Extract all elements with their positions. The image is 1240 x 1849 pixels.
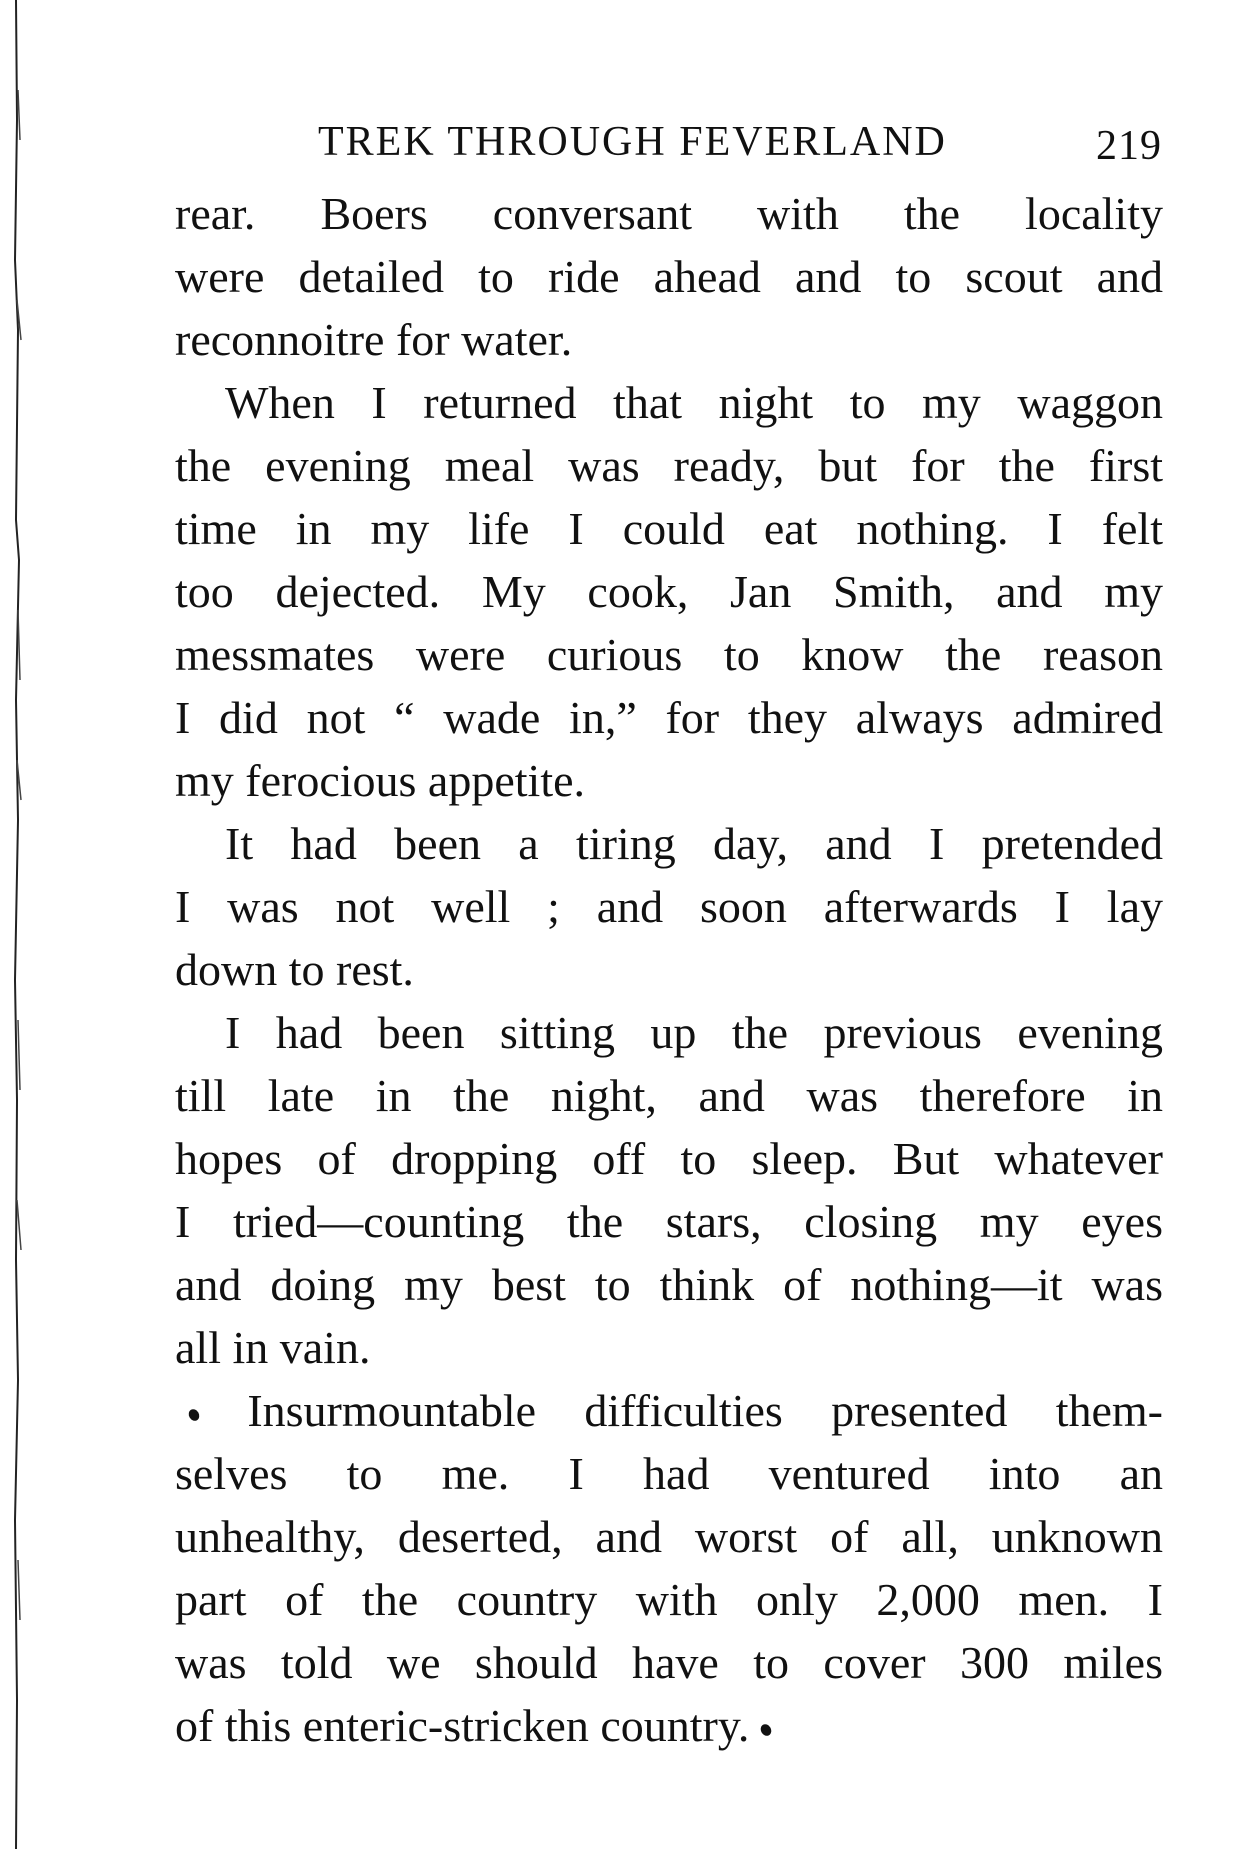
paragraph	[175, 182, 1163, 371]
text-line: It had been a tiring day, and I pretended	[225, 818, 1163, 869]
text-line: I had been sitting up the previous evening	[225, 1007, 1163, 1058]
text-line: time in my life I could eat nothing. I felt	[175, 503, 1163, 554]
page-header	[0, 112, 1240, 172]
paragraph	[175, 1379, 1163, 1757]
text-line: my ferocious appetite.	[175, 755, 586, 806]
text-line: I tried—counting the stars, closing my eyes	[175, 1196, 1163, 1247]
text-line: messmates were curious to know the reason	[175, 629, 1163, 680]
text-line: and doing my best to think of nothing—it was	[175, 1259, 1163, 1310]
text-line: unhealthy, deserted, and worst of all, unknown	[175, 1511, 1163, 1562]
body-text	[175, 182, 1163, 1757]
text-line: selves to me. I had ventured into an	[175, 1448, 1163, 1499]
text-line: part of the country with only 2,000 men. I	[175, 1574, 1163, 1625]
running-title: TREK THROUGH FEVERLAND	[318, 119, 947, 165]
text-line: of this enteric-stricken country.	[175, 1700, 750, 1751]
text-line: all in vain.	[175, 1322, 371, 1373]
page-binding-edge	[12, 0, 22, 1849]
text-line: I did not “ wade in,” for they always admired	[175, 692, 1163, 743]
text-line: were detailed to ride ahead and to scout and	[175, 251, 1163, 302]
text-line: too dejected. My cook, Jan Smith, and my	[175, 566, 1163, 617]
text-line: the evening meal was ready, but for the first	[175, 440, 1163, 491]
text-line-with-marker	[175, 1379, 1163, 1442]
paragraph	[175, 1001, 1163, 1379]
text-line: Insurmountable difficulties presented them-	[247, 1385, 1163, 1436]
printers-mark-icon	[759, 1723, 774, 1738]
text-line: till late in the night, and was therefore in	[175, 1070, 1163, 1121]
paragraph	[175, 371, 1163, 812]
text-line-with-marker	[175, 1694, 1163, 1757]
paragraph	[175, 812, 1163, 1001]
text-line: was told we should have to cover 300 miles	[175, 1637, 1163, 1688]
text-line: rear. Boers conversant with the locality	[175, 188, 1163, 239]
text-line: reconnoitre for water.	[175, 314, 573, 365]
text-line: When I returned that night to my waggon	[225, 377, 1163, 428]
text-line: I was not well ; and soon afterwards I lay	[175, 881, 1163, 932]
text-line: down to rest.	[175, 944, 414, 995]
text-line: hopes of dropping off to sleep. But whatever	[175, 1133, 1163, 1184]
page-number: 219	[1096, 123, 1162, 169]
printers-mark-icon	[187, 1408, 202, 1423]
